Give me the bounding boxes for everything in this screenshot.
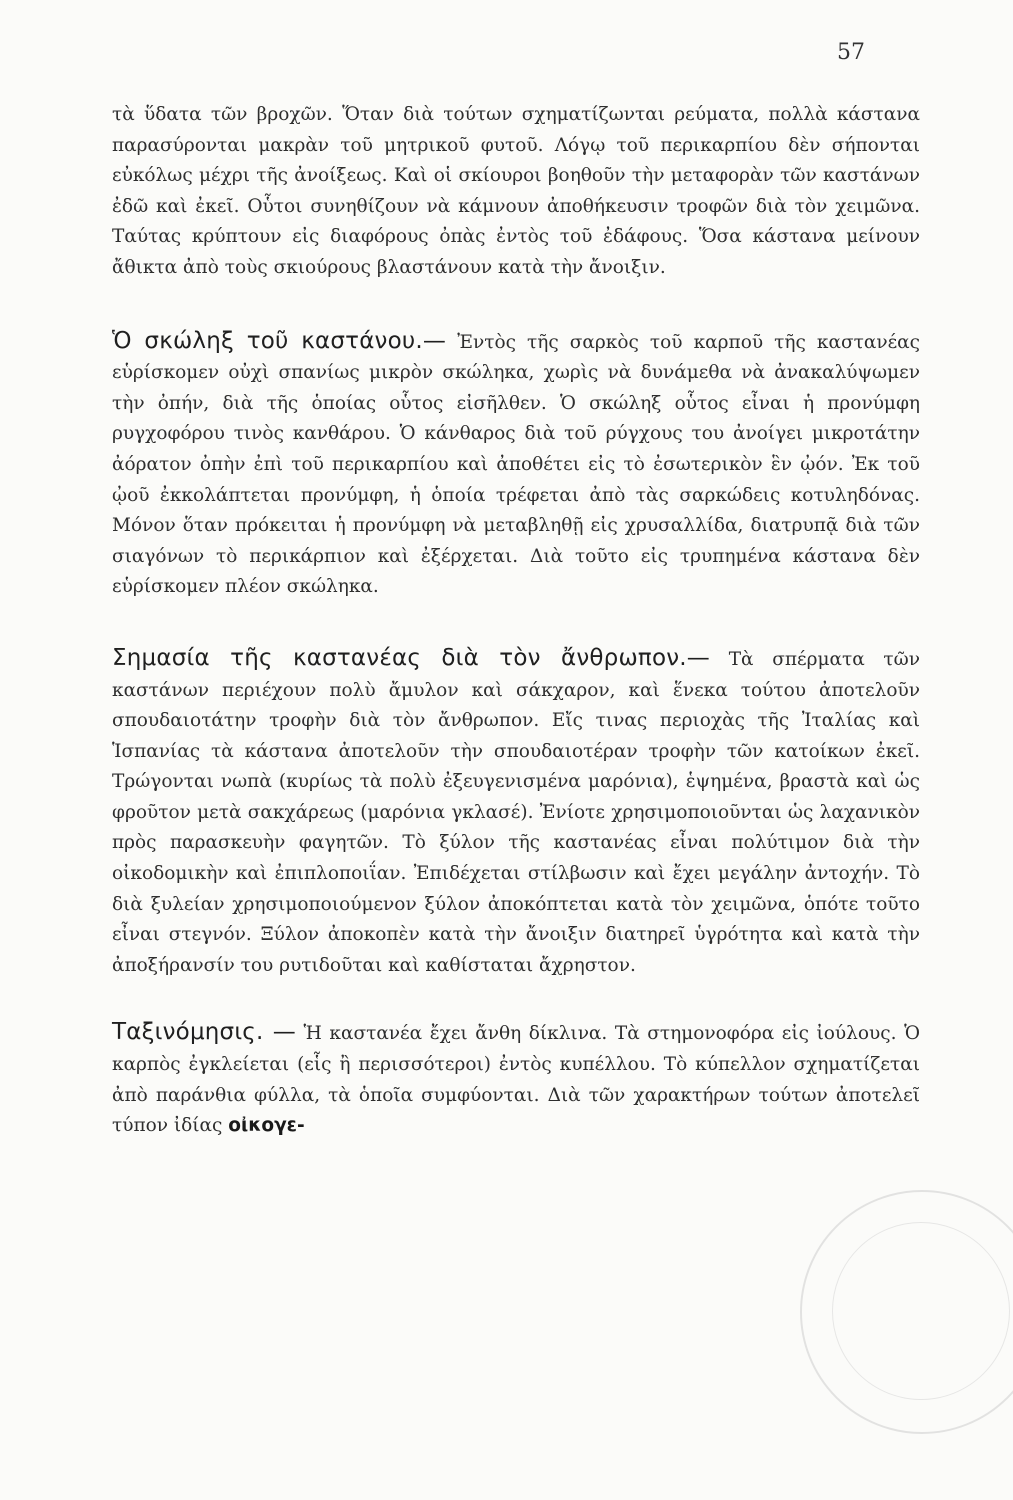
section-text-importance: Τὰ σπέρματα τῶν καστάνων περιέχουν πολὺ ἄμυλον καὶ σάκχαρον, καὶ ἕνεκα τούτου ἀποτελοῦν σπουδαιοτάτην τροφὴν διὰ τὸν ἄνθρωπον. Εἴς τινας περιοχὰς τῆς Ἰταλίας καὶ Ἱσπανίας τὰ κάστανα ἀποτελοῦν τὴν σπουδαιοτέραν τροφὴν τῶν κατοίκων ἐκεῖ. Τρώγονται νωπὰ (κυρίως τὰ πολὺ ἐξευγενισμένα μαρόνια), ἑψημένα, βραστὰ καὶ ὡς φροῦτον μετὰ σακχάρεως (μαρόνια γκλασέ). Ἐνίοτε χρησιμοποιοῦνται ὡς λαχανικὸν πρὸς παρασκευὴν φαγητῶν. Τὸ ξύλον τῆς καστανέας εἶναι πολύτιμον διὰ τὴν οἰκοδομικὴν καὶ ἐπιπλοποιΐαν. Ἐπιδέχεται στίλβωσιν καὶ ἔχει μεγάλην ἀντοχήν. Τὸ διὰ ξυλείαν χρησιμοποιούμενον ξύλον ἀποκόπτεται κατὰ τὸν χειμῶνα, ὁπότε τοῦτο εἶναι στεγνόν. Ξύλον ἀποκοπὲν κατὰ τὴν ἄνοιξιν διατηρεῖ ὑγρότητα καὶ κατὰ τὴν ἀποξήρανσίν του ρυτιδοῦται καὶ καθίσταται ἄχρηστον. xyxy=(112,648,920,976)
library-stamp-inner-ring xyxy=(832,1222,1010,1400)
section-text-classification: Ἡ καστανέα ἔχει ἄνθη δίκλινα. Τὰ στημονοφόρα εἰς ἰούλους. Ὁ καρπὸς ἐγκλείεται (εἷς ἢ περισσότεροι) ἐντὸς κυπέλλου. Τὸ κύπελλον σχηματίζεται ἀπὸ παράνθια φύλλα, τὰ ὁποῖα συμφύονται. Διὰ τῶν χαρακτήρων τούτων ἀποτελεῖ τύπον ἰδίας xyxy=(112,1023,920,1137)
page-number: 57 xyxy=(837,40,865,65)
section-title-worm: Ὁ σκώληξ τοῦ καστάνου.— xyxy=(112,327,447,354)
section-title-classification: Ταξινόμησις. — xyxy=(112,1019,296,1046)
intro-text: τὰ ὕδατα τῶν βροχῶν. Ὅταν διὰ τούτων σχηματίζωνται ρεύματα, πολλὰ κάστανα παρασύρονται μακρὰν τοῦ μητρικοῦ φυτοῦ. Λόγῳ τοῦ περικαρπίου δὲν σήπονται εὐκόλως μέχρι τῆς ἀνοίξεως. Καὶ οἱ σκίουροι βοηθοῦν τὴν μεταφορὰν τῶν καστάνων ἐδῶ καὶ ἐκεῖ. Οὗτοι συνηθίζουν νὰ κάμνουν ἀποθήκευσιν τροφῶν διὰ τὸν χειμῶνα. Ταύτας κρύπτουν εἰς διαφόρους ὀπὰς ἐντὸς τοῦ ἐδάφους. Ὅσα κάστανα μείνουν ἄθικτα ἀπὸ τοὺς σκιούρους βλαστάνουν κατὰ τὴν ἄνοιξιν. xyxy=(112,104,920,278)
section-title-importance: Σημασία τῆς καστανέας διὰ τὸν ἄνθρωπον.— xyxy=(112,644,711,671)
intro-paragraph xyxy=(112,100,920,284)
section-classification xyxy=(112,1017,920,1141)
body-text xyxy=(112,100,920,1142)
library-stamp xyxy=(800,1190,1013,1434)
section-importance xyxy=(112,643,920,982)
section-worm xyxy=(112,326,920,603)
section-text-worm: Ἐντὸς τῆς σαρκὸς τοῦ καρποῦ τῆς καστανέας εὑρίσκομεν οὐχὶ σπανίως μικρὸν σκώληκα, χωρὶς νὰ δυνάμεθα νὰ ἀνακαλύψωμεν τὴν ὀπήν, διὰ τῆς ὁποίας οὗτος εἰσῆλθεν. Ὁ σκώληξ οὗτος εἶναι ἡ προνύμφη ρυγχοφόρου τινὸς κανθάρου. Ὁ κάνθαρος διὰ τοῦ ρύγχους του ἀνοίγει μικροτάτην ἀόρατον ὀπὴν ἐπὶ τοῦ περικαρπίου καὶ ἀποθέτει εἰς τὸ ἐσωτερικὸν ἓν ᾠόν. Ἐκ τοῦ ᾠοῦ ἐκκολάπτεται προνύμφη, ἡ ὁποία τρέφεται ἀπὸ τὰς σαρκώδεις κοτυληδόνας. Μόνον ὅταν πρόκειται ἡ προνύμφη νὰ μεταβληθῇ εἰς χρυσαλλίδα, διατρυπᾷ διὰ τῶν σιαγόνων τὸ περικάρπιον καὶ ἐξέρχεται. Διὰ τοῦτο εἰς τρυπημένα κάστανα δὲν εὑρίσκομεν πλέον σκώληκα. xyxy=(112,331,921,598)
section-bold-ending: οἰκογε- xyxy=(228,1115,305,1137)
